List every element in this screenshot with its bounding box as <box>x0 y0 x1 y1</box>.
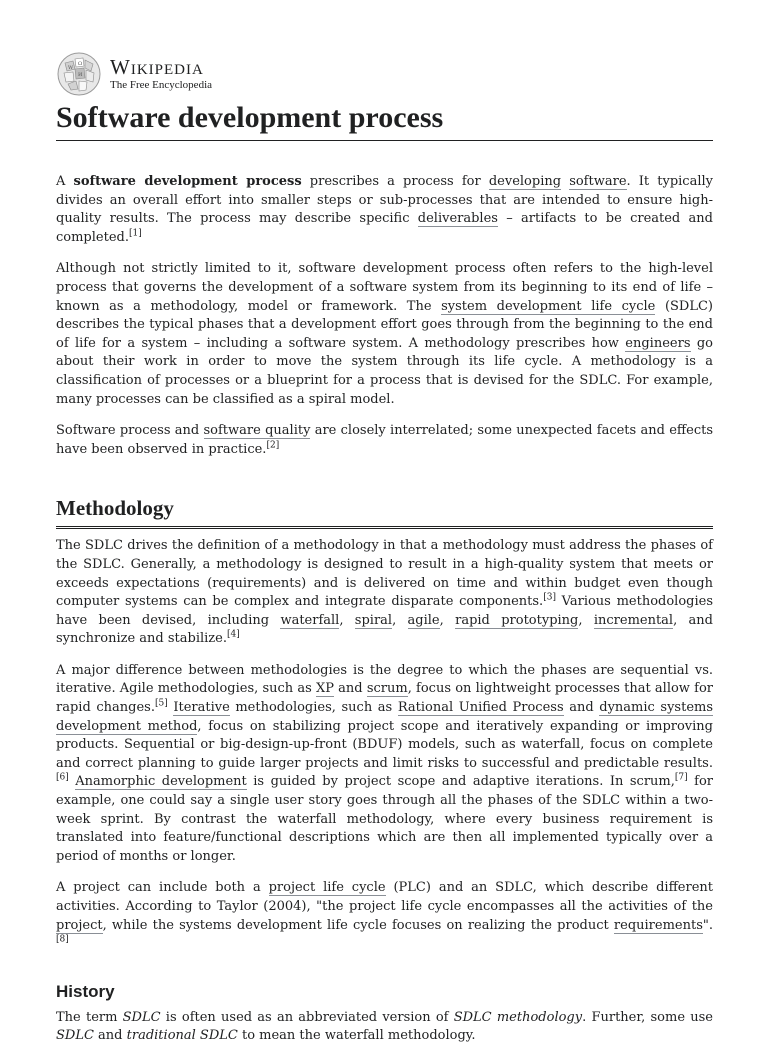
text-run: (SDLC) describes the typical phases that a development effort goes through from the beginning to the end of life for a system – including a software system. A methodology prescribes how <box>56 298 713 351</box>
text-run: Although not strictly limited to it, software development process often refers to the high-level process that governs the development of a software system from its beginning to its end of life – known as a methodology, model or framework. The <box>56 261 713 314</box>
ref-6[interactable]: [6] <box>56 773 69 784</box>
svg-text:И: И <box>78 72 83 78</box>
ref-4[interactable]: [4] <box>226 629 240 640</box>
text-run: and <box>333 681 367 697</box>
methodology-paragraph-1 <box>56 537 713 649</box>
link-software[interactable]: software <box>569 174 627 189</box>
text-run: A project can include both a <box>56 880 269 896</box>
intro-paragraph-3 <box>56 422 713 459</box>
link-project[interactable]: project <box>56 917 103 933</box>
link-deliverables[interactable]: deliverables <box>417 211 498 227</box>
link-software-quality[interactable]: software quality <box>203 423 311 439</box>
link-developing[interactable]: developing <box>488 174 562 189</box>
text-run: are closely interrelated; some unexpected facets and effects have been observed in practice. <box>56 423 713 457</box>
text-run: A <box>56 174 74 189</box>
page-title: Software development process <box>56 100 713 141</box>
link-iterative[interactable]: Iterative <box>173 700 230 716</box>
text-run: is often used as an abbreviated version of <box>160 1009 454 1025</box>
text-run: Various methodologies have been devised, including <box>56 594 713 628</box>
wikipedia-logo[interactable] <box>56 52 713 96</box>
text-run: , focus on stabilizing project scope and iteratively expanding or improving products. Sequential or big-design-up-front (BDUF) models, such as waterfall, focus on complete and correct planning to guide larger projects and limit risks to successful and predictable results. <box>56 718 713 771</box>
link-sdlc[interactable]: system development life cycle <box>441 298 656 314</box>
italic-term: traditional SDLC <box>126 1028 238 1044</box>
ref-2[interactable]: [2] <box>266 440 280 451</box>
intro-paragraph-1 <box>56 173 713 247</box>
text-run: The term <box>56 1009 123 1025</box>
italic-term: SDLC <box>122 1009 161 1025</box>
text-run: . It typically divides an overall effort into smaller steps or sub-processes that are intended to ensure high-quality results. The process may describe specific <box>56 174 713 227</box>
link-rapid-prototyping[interactable]: rapid prototyping <box>455 612 579 628</box>
italic-term: SDLC methodology <box>453 1009 583 1025</box>
history-paragraph-1 <box>56 1009 713 1046</box>
text-run: Software process and <box>56 423 204 439</box>
article-page <box>56 52 713 1046</box>
text-run: ". <box>702 917 713 933</box>
link-xp[interactable]: XP <box>315 681 334 697</box>
link-requirements[interactable]: requirements <box>613 917 703 933</box>
ref-5[interactable]: [5] <box>154 698 168 709</box>
section-heading-history: History <box>56 981 115 1001</box>
ref-7[interactable]: [7] <box>674 773 688 784</box>
text-run: The SDLC drives the definition of a methodology in that a methodology must address the phases of the SDLC. Generally, a methodology is designed to result in a high-quality system that meets or exceeds expectations (requirements) and is delivered on time and within budget even though computer systems can be complex and integrate disparate components. <box>56 538 713 610</box>
text-run: , while the systems development life cycle focuses on realizing the product <box>102 917 614 933</box>
link-project-life-cycle[interactable]: project life cycle <box>268 880 386 896</box>
link-rational-unified-process[interactable]: Rational Unified Process <box>397 700 564 716</box>
text-run: , <box>339 612 355 628</box>
text-run: prescribes a process for <box>301 174 489 189</box>
wikipedia-globe-icon <box>56 51 102 97</box>
link-spiral[interactable]: spiral <box>354 612 393 628</box>
link-agile[interactable]: agile <box>407 612 440 628</box>
text-run: to mean the waterfall methodology. <box>237 1028 476 1044</box>
ref-1[interactable]: [1] <box>128 228 142 239</box>
link-waterfall[interactable]: waterfall <box>280 612 340 628</box>
text-run: for example, one could say a single user story goes through all the phases of the SDLC within a two-week sprint. By contrast the waterfall methodology, where every business requirement is translated into feature/functional descriptions which are then all implemented typically over a period of months or longer. <box>56 774 713 864</box>
text-run: , <box>392 612 408 628</box>
link-incremental[interactable]: incremental <box>593 612 674 628</box>
text-run: and <box>563 700 600 716</box>
text-run: (PLC) and an SDLC, which describe different activities. According to Taylor (2004), "the project life cycle encompasses all the activities of the <box>56 880 714 914</box>
text-run: . Further, some use <box>582 1009 713 1025</box>
text-run: , focus on lightweight processes that allow for rapid changes. <box>56 681 713 716</box>
text-run: is guided by project scope and adaptive iterations. In scrum, <box>246 774 675 790</box>
text-run: and <box>93 1028 127 1044</box>
text-run: , <box>439 612 456 628</box>
methodology-paragraph-2 <box>56 662 713 867</box>
methodology-paragraph-3 <box>56 879 713 953</box>
text-run: – artifacts to be created and completed. <box>56 211 713 245</box>
text-run: , and synchronize and stabilize. <box>56 612 714 647</box>
ref-8[interactable]: [8] <box>56 934 69 945</box>
wordmark: Wikipedia <box>110 55 204 79</box>
bold-term: software development process <box>73 174 302 189</box>
link-scrum[interactable]: scrum <box>366 681 408 697</box>
text-run: methodologies, such as <box>229 700 398 716</box>
link-dsdm[interactable]: dynamic systems development method <box>56 700 714 734</box>
svg-text:W: W <box>68 65 74 71</box>
ref-3[interactable]: [3] <box>543 592 556 603</box>
text-run: , <box>578 612 594 628</box>
link-anamorphic-development[interactable]: Anamorphic development <box>75 774 247 790</box>
intro-paragraph-2 <box>56 260 713 409</box>
text-run: go about their work in order to move the system through its life cycle. A methodology is a classification of processes or a blueprint for a process that is devised for the SDLC. For example, many processes can be classified as a spiral model. <box>56 335 714 407</box>
tagline: The Free Encyclopedia <box>110 79 213 91</box>
svg-text:Ω: Ω <box>78 61 83 67</box>
section-heading-methodology: Methodology <box>56 493 713 529</box>
text-run: A major difference between methodologies is the degree to which the phases are sequential vs. iterative. Agile methodologies, such as <box>56 662 713 697</box>
italic-term: SDLC <box>56 1028 94 1044</box>
link-engineers[interactable]: engineers <box>625 335 691 351</box>
